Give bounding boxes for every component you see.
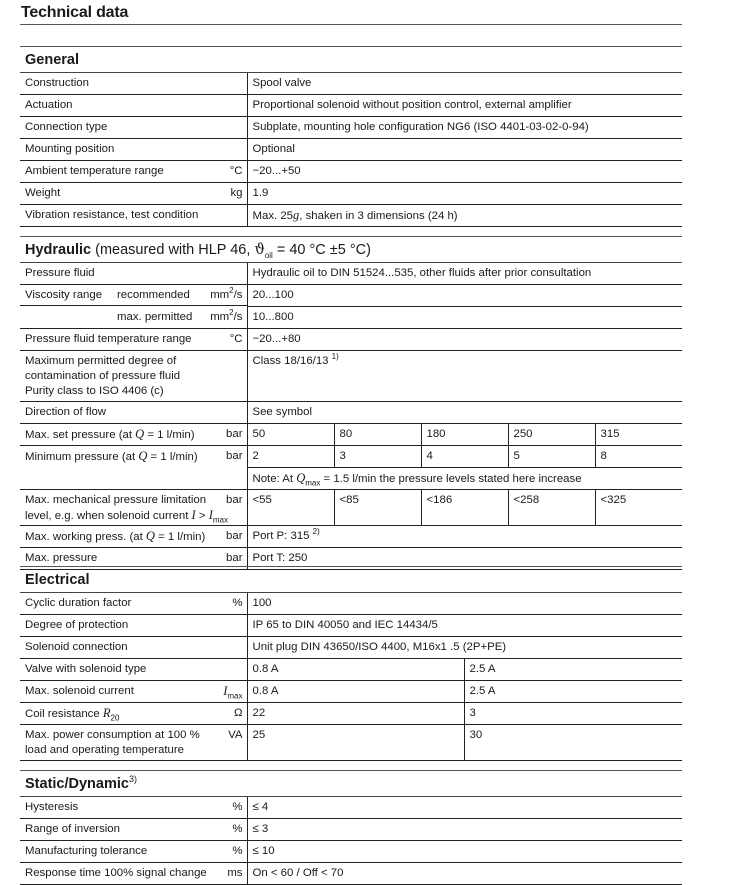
row-value: 20...100 — [247, 285, 682, 307]
spec-row — [20, 797, 682, 819]
row-label: Actuation — [20, 95, 247, 117]
spec-row — [20, 446, 682, 468]
row-label: load and operating temperature — [25, 744, 184, 756]
row-label: Mounting position — [20, 139, 247, 161]
row-label: Response time 100% signal change — [25, 867, 207, 879]
spec-row — [20, 681, 682, 703]
row-value: On < 60 / Off < 70 — [247, 863, 682, 885]
row-unit: °C — [229, 333, 243, 345]
row-value: Port T: 250 — [247, 548, 682, 570]
electrical-table — [20, 566, 682, 761]
row-value: 2.5 A — [464, 659, 682, 681]
spec-row — [20, 725, 682, 761]
spec-row — [20, 285, 682, 307]
spec-row — [20, 139, 682, 161]
row-value: <258 — [508, 490, 595, 526]
section-heading-electrical: Electrical — [20, 567, 682, 593]
spec-row — [20, 659, 682, 681]
row-value: See symbol — [247, 402, 682, 424]
row-value: Hydraulic oil to DIN 51524...535, other fluids after prior consultation — [247, 263, 682, 285]
row-unit: kg — [230, 187, 243, 199]
row-unit: % — [232, 823, 243, 835]
footnote-marker: 2) — [312, 527, 320, 537]
footnote-marker: 1) — [331, 352, 339, 362]
row-value: 25 — [247, 725, 464, 761]
row-value: Port P: 315 $^{2)}$ — [247, 526, 682, 548]
row-value: Max. 25g, shaken in 3 dimensions (24 h) — [247, 205, 682, 227]
row-value: 1.9 — [247, 183, 682, 205]
row-value: 180 — [421, 424, 508, 446]
row-unit: bar — [226, 428, 243, 440]
row-value: Class 18/16/13 $^{1)}$ — [247, 351, 682, 402]
row-label: Direction of flow — [20, 402, 247, 424]
row-label: level, e.g. when solenoid current $I > I_{max}$ — [25, 508, 228, 525]
row-value: Proportional solenoid without position control, external amplifier — [247, 95, 682, 117]
spec-row — [20, 863, 682, 885]
page-title: Technical data — [21, 4, 129, 21]
row-unit: % — [232, 801, 243, 813]
row-sublabel: recommended — [117, 289, 190, 301]
row-value: 4 — [421, 446, 508, 468]
row-label: Degree of protection — [20, 615, 247, 637]
row-unit: bar — [226, 450, 243, 462]
row-value: −20...+50 — [247, 161, 682, 183]
spec-row — [20, 351, 682, 402]
title-rule — [20, 24, 682, 25]
row-value: 100 — [247, 593, 682, 615]
row-label: Range of inversion — [25, 823, 120, 835]
row-label: Manufacturing tolerance — [25, 845, 148, 857]
section-heading-hydraulic: Hydraulic (measured with HLP 46, $ϑ_{oil} = 40$ °C ±5 °C) — [20, 237, 682, 263]
row-value: ≤ 4 — [247, 797, 682, 819]
footnote-marker: 3) — [128, 774, 137, 785]
section-heading-static-dynamic: Static/Dynamic$^{3)}$ — [20, 771, 682, 797]
spec-row — [20, 424, 682, 446]
row-value: Optional — [247, 139, 682, 161]
row-value: 22 — [247, 703, 464, 725]
spec-row — [20, 402, 682, 424]
row-label: Ambient temperature range — [25, 165, 164, 177]
pressure-note: Note: At $Q_{max} = 1.5$ l/min the pressure levels stated here increase — [247, 468, 682, 490]
row-value: 0.8 A — [247, 659, 464, 681]
row-value: 3 — [334, 446, 421, 468]
row-unit: ms — [227, 867, 243, 879]
row-label: Viscosity range — [25, 289, 103, 301]
row-label: Connection type — [20, 117, 247, 139]
row-value: 2 — [247, 446, 334, 468]
row-value: ≤ 10 — [247, 841, 682, 863]
spec-row — [20, 117, 682, 139]
row-value: ≤ 3 — [247, 819, 682, 841]
row-value: 2.5 A — [464, 681, 682, 703]
spec-row — [20, 205, 682, 227]
row-value: 3 — [464, 703, 682, 725]
row-value: 10...800 — [247, 307, 682, 329]
row-unit: VA — [228, 729, 243, 741]
row-label: Purity class to ISO 4406 (c) — [25, 385, 164, 397]
row-label: Max. power consumption at 100 % — [25, 729, 200, 741]
row-unit: bar — [226, 552, 243, 564]
row-value: Spool valve — [247, 73, 682, 95]
spec-row — [20, 161, 682, 183]
row-label: Valve with solenoid type — [20, 659, 247, 681]
row-label: Construction — [20, 73, 247, 95]
row-label: Pressure fluid temperature range — [25, 333, 192, 345]
row-value: <55 — [247, 490, 334, 526]
row-label: Max. working press. (at Q = 1 l/min) — [25, 529, 206, 543]
spec-row — [20, 95, 682, 117]
row-unit: $mm^2/s$ — [210, 307, 243, 323]
row-value: 5 — [508, 446, 595, 468]
row-label: Max. mechanical pressure limitation — [25, 494, 207, 506]
spec-row — [20, 329, 682, 351]
row-label: Cyclic duration factor — [25, 597, 132, 609]
row-value: <325 — [595, 490, 682, 526]
row-label: Maximum permitted degree of — [25, 355, 177, 367]
row-unit: bar — [226, 530, 243, 542]
row-label: Solenoid connection — [20, 637, 247, 659]
row-label: Max. pressure — [25, 552, 98, 564]
row-value: −20...+80 — [247, 329, 682, 351]
row-unit: bar — [226, 494, 243, 506]
row-label: contamination of pressure fluid — [25, 370, 181, 382]
row-value: 50 — [247, 424, 334, 446]
spec-row — [20, 526, 682, 548]
spec-row — [20, 263, 682, 285]
row-value: IP 65 to DIN 40050 and IEC 14434/5 — [247, 615, 682, 637]
section-heading-general: General — [20, 47, 682, 73]
spec-row — [20, 183, 682, 205]
spec-row — [20, 703, 682, 725]
row-value: Subplate, mounting hole configuration NG6 (ISO 4401-03-02-0-94) — [247, 117, 682, 139]
row-value: 80 — [334, 424, 421, 446]
row-unit: Ω — [233, 707, 243, 719]
row-label: Max. set pressure (at Q = 1 l/min) — [25, 427, 195, 441]
spec-row — [20, 307, 682, 329]
spec-row — [20, 468, 682, 490]
hydraulic-table — [20, 236, 682, 570]
row-label: Pressure fluid — [20, 263, 247, 285]
row-value: 30 — [464, 725, 682, 761]
row-value: 250 — [508, 424, 595, 446]
spec-row — [20, 819, 682, 841]
row-value: <85 — [334, 490, 421, 526]
row-value: 315 — [595, 424, 682, 446]
row-label: Max. solenoid current — [25, 685, 134, 697]
row-value: 0.8 A — [247, 681, 464, 703]
spec-row — [20, 73, 682, 95]
row-sublabel: max. permitted — [117, 310, 193, 323]
spec-row — [20, 615, 682, 637]
spec-row — [20, 593, 682, 615]
row-label: Weight — [25, 187, 61, 199]
row-value: Unit plug DIN 43650/ISO 4400, M16x1 .5 (2P+PE) — [247, 637, 682, 659]
row-unit: °C — [229, 165, 243, 177]
row-label: Vibration resistance, test condition — [20, 205, 247, 227]
row-unit: $I_{max}$ — [223, 684, 243, 701]
row-unit: % — [232, 845, 243, 857]
spec-row — [20, 490, 682, 526]
row-label: Coil resistance $R_{20}$ — [25, 706, 120, 723]
spec-row — [20, 841, 682, 863]
row-label: Minimum pressure (at Q = 1 l/min) — [25, 449, 198, 463]
row-label: Hysteresis — [25, 801, 79, 813]
row-unit: % — [232, 597, 243, 609]
row-value: 8 — [595, 446, 682, 468]
general-table — [20, 46, 682, 227]
row-unit: $mm^2/s$ — [210, 286, 243, 301]
row-value: <186 — [421, 490, 508, 526]
spec-row — [20, 637, 682, 659]
static-dynamic-table — [20, 770, 682, 885]
